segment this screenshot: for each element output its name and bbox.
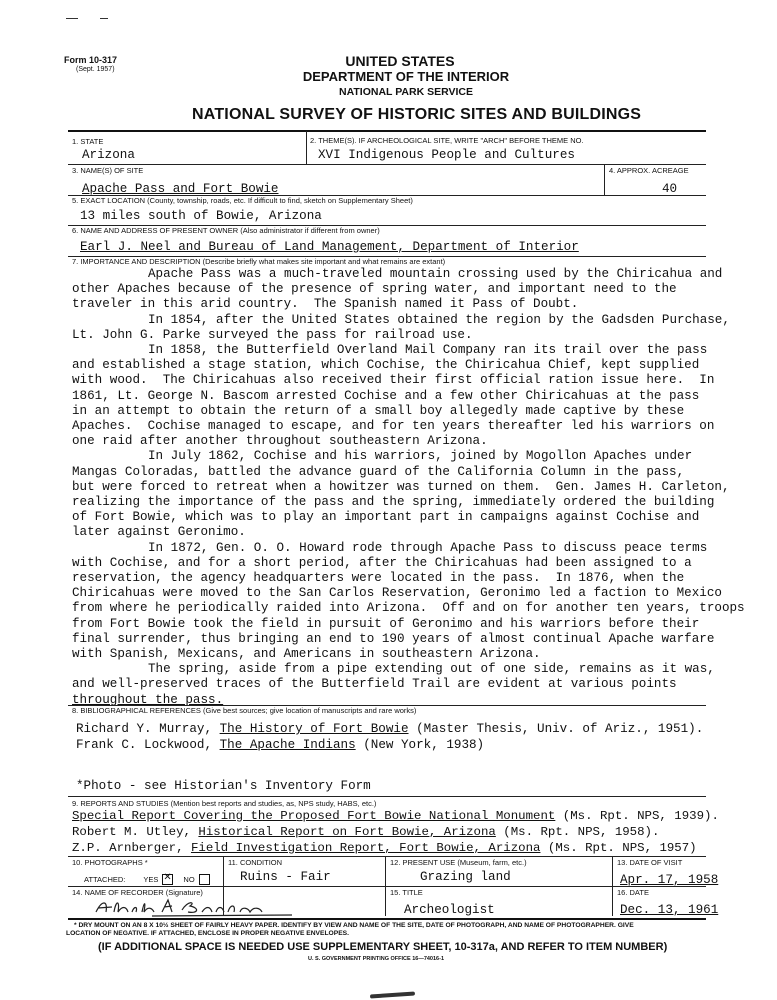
description-line: reservation, the agency headquarters were located in the pass. In 1876, when the xyxy=(72,571,685,586)
description-line: traveler in this arid country. The Spanish named it Pass of Doubt. xyxy=(72,297,579,312)
description-line: throughout the pass. xyxy=(72,692,224,707)
theme-value: XVI Indigenous People and Cultures xyxy=(318,148,575,162)
recorder-signature xyxy=(92,896,332,918)
bibliography-label: 8. BIBLIOGRAPHICAL REFERENCES (Give best sources; give location of manuscripts and rare works) xyxy=(72,706,417,715)
description-line: and well-preserved traces of the Butterfield Trail are evident at various points xyxy=(72,677,677,692)
photo-note: *Photo - see Historian's Inventory Form xyxy=(76,779,371,793)
photographs-label: 10. PHOTOGRAPHS * xyxy=(72,858,148,867)
divider-state-theme xyxy=(306,131,307,164)
owner-value: Earl J. Neel and Bureau of Land Management, Department of Interior xyxy=(80,240,579,254)
footer-note-1: * DRY MOUNT ON AN 8 X 10½ SHEET OF FAIRLY HEAVY PAPER. IDENTIFY BY VIEW AND NAME OF THE SITE, DATE OF PHOTOGRAPH, AND NAME OF PHOTOGRAPHER. GIVE xyxy=(74,922,634,929)
description-line: final surrender, thus bringing an end to 190 years of almost continual Apache warfare xyxy=(72,631,715,646)
site-value: Apache Pass and Fort Bowie xyxy=(82,182,279,196)
yes-checkbox[interactable] xyxy=(162,874,173,885)
description-line: one raid after another throughout southeastern Arizona. xyxy=(72,434,488,449)
description-line: realizing the importance of the pass and the spring, immediately ordered the building xyxy=(72,495,715,510)
location-value: 13 miles south of Bowie, Arizona xyxy=(80,209,322,223)
report-3: Z.P. Arnberger, Field Investigation Report, Fort Bowie, Arizona (Ms. Rpt. NPS, 1957) xyxy=(72,841,697,855)
owner-label: 6. NAME AND ADDRESS OF PRESENT OWNER (Also administrator if different from owner) xyxy=(72,226,380,235)
printing-office: U. S. GOVERNMENT PRINTING OFFICE 16—74016-1 xyxy=(308,956,445,962)
description-line: in an attempt to obtain the return of a small boy allegedly made captive by these xyxy=(72,403,685,418)
rule-6 xyxy=(68,796,706,797)
description-line: Chiricahuas were moved to the San Carlos Reservation, Geronimo led a faction to Mexico xyxy=(72,586,722,601)
state-value: Arizona xyxy=(82,148,135,162)
description-line: Apache Pass was a much-traveled mountain crossing used by the Chiricahua and xyxy=(148,267,723,281)
attached-row: ATTACHED: YES ✕ NO xyxy=(84,874,210,885)
report-2: Robert M. Utley, Historical Report on Fort Bowie, Arizona (Ms. Rpt. NPS, 1958). xyxy=(72,825,660,839)
description-line: with Spanish, Mexicans, and Americans in southeastern Arizona. xyxy=(72,647,541,662)
rule-1 xyxy=(68,164,706,165)
reports-label: 9. REPORTS AND STUDIES (Mention best reports and studies, as, NPS study, HABS, etc.) xyxy=(72,799,377,808)
description-line: In 1858, the Butterfield Overland Mail Company ran its trail over the pass xyxy=(148,343,708,358)
site-label: 3. NAME(S) OF SITE xyxy=(72,166,144,175)
form-number: Form 10-317 xyxy=(64,55,118,65)
description-line: In 1872, Gen. O. O. Howard rode through Apache Pass to discuss peace terms xyxy=(148,540,708,555)
rule-8 xyxy=(68,886,706,887)
description-line: later against Geronimo. xyxy=(72,525,246,540)
description-body xyxy=(72,267,745,708)
importance-label: 7. IMPORTANCE AND DESCRIPTION (Describe briefly what makes site important and what remains are extant) xyxy=(72,257,446,266)
title-label: 15. TITLE xyxy=(390,888,423,897)
theme-label: 2. THEME(S). IF ARCHEOLOGICAL SITE, WRITE "ARCH" BEFORE THEME NO. xyxy=(310,136,584,145)
acreage-label: 4. APPROX. ACREAGE xyxy=(609,166,689,175)
rule-top xyxy=(68,130,706,132)
description-line: with Cochise, and for a short period, after the Chiricahuas had been assigned to a xyxy=(72,555,692,570)
acreage-value: 40 xyxy=(662,182,678,196)
bibliography-ref-2: Frank C. Lockwood, The Apache Indians (New York, 1938) xyxy=(76,738,485,752)
description-line: from Fort Bowie took the field in pursuit of Geronimo and his warriors before their xyxy=(72,616,700,631)
description-line: Apaches. Cochise managed to escape, and for ten years thereafter led his warriors on xyxy=(72,419,715,434)
supplementary-note: (IF ADDITIONAL SPACE IS NEEDED USE SUPPLEMENTARY SHEET, 10-317a, AND REFER TO ITEM NUMBER) xyxy=(98,941,668,953)
no-checkbox[interactable] xyxy=(199,874,210,885)
header-line-1: UNITED STATES xyxy=(345,53,455,69)
description-line: 1861, Lt. George N. Bascom arrested Cochise and a few other Chiricahuas at the pass xyxy=(72,388,700,403)
description-line: and established a stage station, which Cochise, the Chiricahua Chief, kept supplied xyxy=(72,358,700,373)
page-title: NATIONAL SURVEY OF HISTORIC SITES AND BUILDINGS xyxy=(192,106,642,123)
description-line: of Fort Bowie, which was to play an important part in campaigns against Cochise and xyxy=(72,510,700,525)
recorder-label: 14. NAME OF RECORDER (Signature) xyxy=(72,888,203,897)
date-label: 16. DATE xyxy=(617,888,649,897)
checkmark-icon: ✕ xyxy=(163,872,172,883)
scan-mark-top-right xyxy=(100,18,108,19)
condition-value: Ruins - Fair xyxy=(240,870,331,884)
visit-date-label: 13. DATE OF VISIT xyxy=(617,858,683,867)
present-use-value: Grazing land xyxy=(420,870,511,884)
scan-mark-bottom xyxy=(370,991,415,998)
divider-site-acreage xyxy=(604,164,605,195)
description-line: other Apaches because of the presence of spring water, and important need to the xyxy=(72,282,677,297)
rule-bottom xyxy=(68,918,706,920)
description-line: from where he periodically raided into Arizona. Off and on for another ten years, troops xyxy=(72,601,745,616)
header-line-3: NATIONAL PARK SERVICE xyxy=(339,86,473,98)
report-1: Special Report Covering the Proposed Fort Bowie National Monument (Ms. Rpt. NPS, 1939). xyxy=(72,809,719,823)
state-label: 1. STATE xyxy=(72,137,104,146)
footer-note-2: LOCATION OF NEGATIVE. IF ATTACHED, ENCLOSE IN PROPER NEGATIVE ENVELOPES. xyxy=(66,930,349,937)
description-line: Lt. John G. Parke surveyed the pass for railroad use. xyxy=(72,327,473,342)
description-line: The spring, aside from a pipe extending out of one side, remains as it was, xyxy=(148,662,715,677)
description-line: with wood. The Chiricahuas also received their first official ration issue here. In xyxy=(72,373,715,388)
form-revision: (Sept. 1957) xyxy=(76,66,115,73)
date-value: Dec. 13, 1961 xyxy=(620,903,719,917)
present-use-label: 12. PRESENT USE (Museum, farm, etc.) xyxy=(390,858,527,867)
header-line-2: DEPARTMENT OF THE INTERIOR xyxy=(302,69,510,84)
condition-label: 11. CONDITION xyxy=(228,858,283,867)
title-value: Archeologist xyxy=(404,903,495,917)
rule-7 xyxy=(68,856,706,857)
location-label: 5. EXACT LOCATION (County, township, roads, etc. If difficult to find, sketch on Supplementary Sheet) xyxy=(72,196,413,205)
description-line: In July 1862, Cochise and his warriors, joined by Mogollon Apaches under xyxy=(148,449,693,464)
visit-date-value: Apr. 17, 1958 xyxy=(620,873,719,887)
scan-mark-top xyxy=(66,18,78,19)
description-line: In 1854, after the United States obtained the region by the Gadsden Purchase, xyxy=(148,312,730,327)
bibliography-ref-1: Richard Y. Murray, The History of Fort Bowie (Master Thesis, Univ. of Ariz., 1951). xyxy=(76,722,704,736)
description-line: but were forced to retreat when a howitzer was turned on them. Gen. James H. Carleton, xyxy=(72,479,730,494)
description-line: Mangas Coloradas, battled the advance guard of the California Column in the pass, xyxy=(72,464,685,479)
